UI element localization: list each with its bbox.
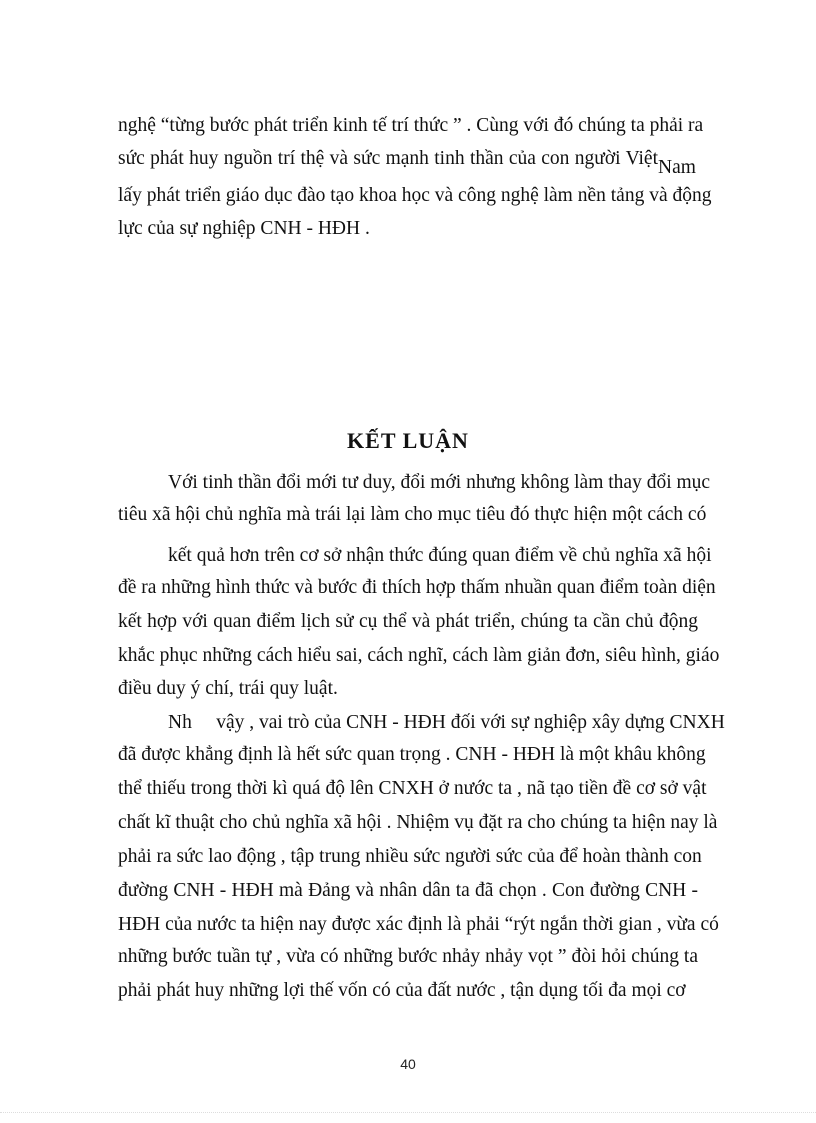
text-line: đề ra những hình thức và bước đi thích hợp thấm nhuần quan điểm toàn diện <box>118 577 716 598</box>
text-line <box>118 147 658 171</box>
text-line: kết hợp với quan điểm lịch sử cụ thể và phát triển, chúng ta cần chủ động <box>118 611 698 632</box>
text-line: đã được khẳng định là hết sức quan trọng . CNH - HĐH là một khâu không <box>118 744 706 765</box>
text-line: những bước tuần tự , vừa có những bước nhảy nhảy vọt ” đòi hỏi chúng ta <box>118 946 698 967</box>
text-line: kết quả hơn trên cơ sở nhận thức đúng quan điểm về chủ nghĩa xã hội <box>168 545 712 566</box>
text-line: tiêu xã hội chủ nghĩa mà trái lại làm cho mục tiêu đó thực hiện một cách có <box>118 504 707 525</box>
text-line: HĐH của nước ta hiện nay được xác định là phải “rýt ngắn thời gian , vừa có <box>118 914 719 935</box>
text-line: thể thiếu trong thời kì quá độ lên CNXH ở nước ta , nã tạo tiền đề cơ sở vật <box>118 778 707 799</box>
text-line: Nh vậy , vai trò của CNH - HĐH đối với sự nghiệp xây dựng CNXH <box>168 712 725 733</box>
text-line: Với tinh thần đổi mới tư duy, đổi mới nhưng không làm thay đổi mục <box>168 472 711 493</box>
section-heading: KẾT LUẬN <box>347 428 469 453</box>
text-line: phải phát huy những lợi thế vốn có của đất nước , tận dụng tối đa mọi cơ <box>118 980 686 1001</box>
text-line: lực của sự nghiệp CNH - HĐH . <box>118 218 370 239</box>
text-line: điều duy ý chí, trái quy luật. <box>118 678 338 699</box>
text-line: phải ra sức lao động , tập trung nhiều sức người sức của để hoàn thành con <box>118 846 702 867</box>
text-line: nghệ “từng bước phát triển kinh tế trí thức ” . Cùng với đó chúng ta phải ra <box>118 115 704 136</box>
text-line: khắc phục những cách hiểu sai, cách nghĩ, cách làm giản đơn, siêu hình, giáo <box>118 645 720 666</box>
page-bottom-divider <box>0 1112 816 1113</box>
text-line: đường CNH - HĐH mà Đảng và nhân dân ta đã chọn . Con đường CNH - <box>118 880 698 901</box>
text-line: lấy phát triển giáo dục đào tạo khoa học và công nghệ làm nền tảng và động <box>118 185 712 206</box>
text-line: chất kĩ thuật cho chủ nghĩa xã hội . Nhiệm vụ đặt ra cho chúng ta hiện nay là <box>118 812 718 833</box>
dropped-word: Nam <box>658 157 696 178</box>
page-number: 40 <box>400 1056 416 1072</box>
text-line-content: sức phát huy nguồn trí thệ và sức mạnh tinh thần của con người Việt <box>118 148 658 169</box>
